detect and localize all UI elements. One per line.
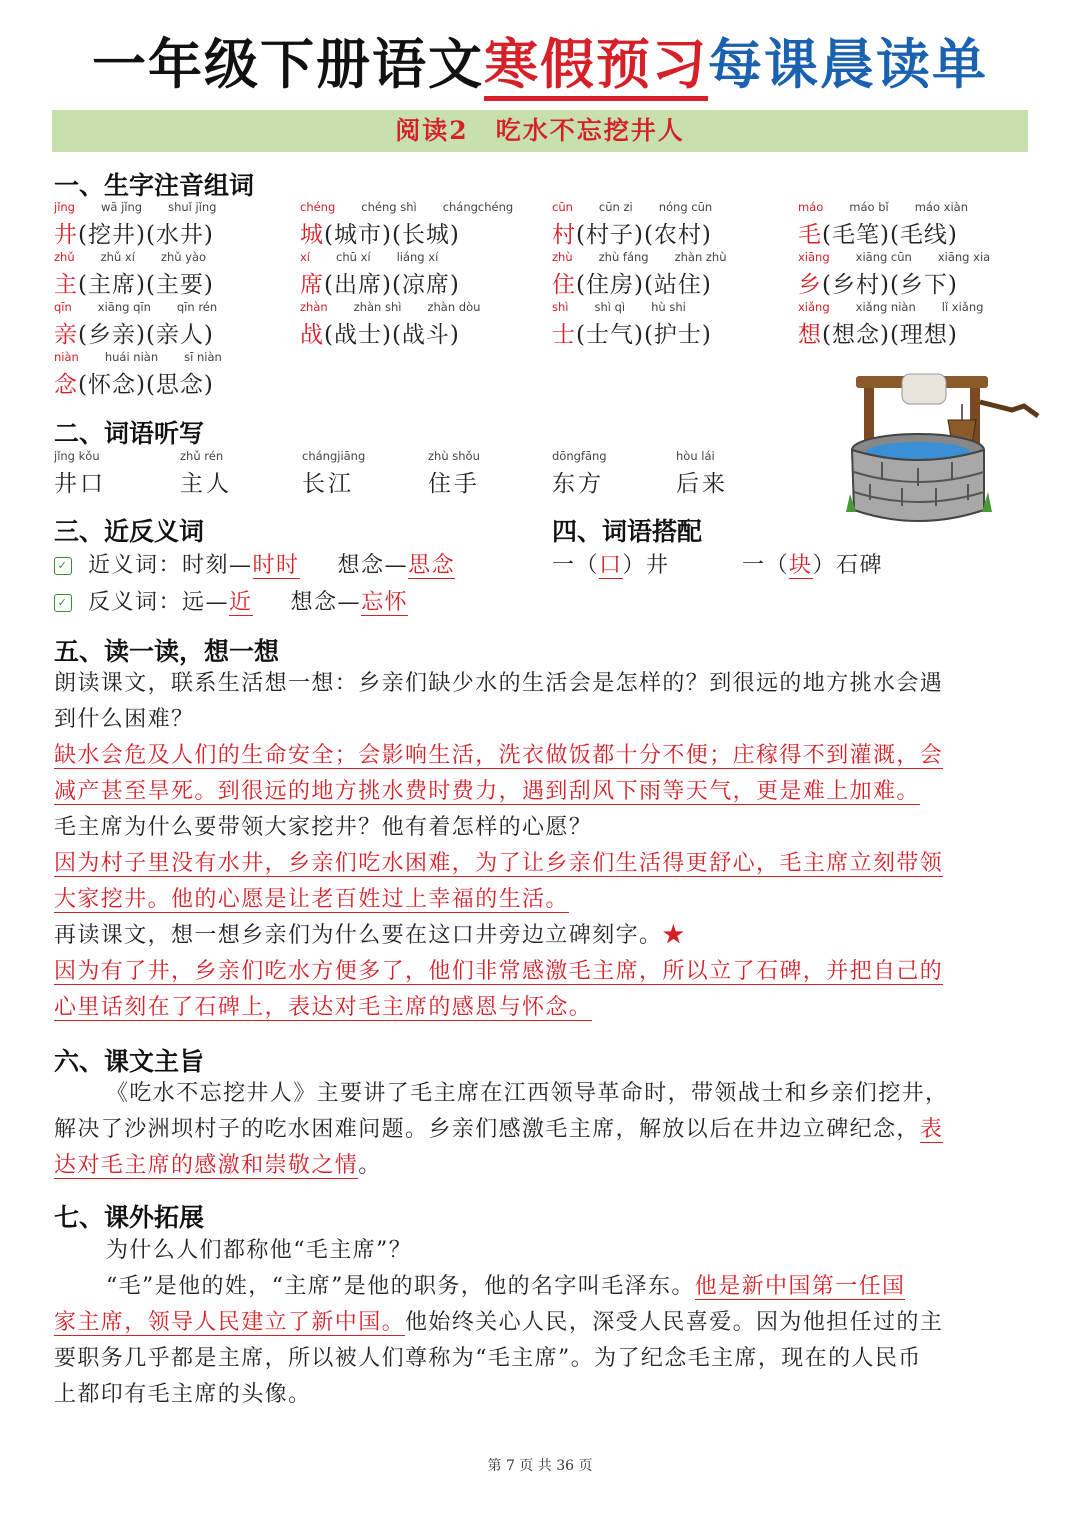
word-pinyin: chángchéng — [442, 200, 514, 214]
collocation-text: 一（ — [742, 553, 790, 578]
collocation-text: ）井 — [622, 553, 670, 578]
synonym-word: 想念— — [337, 553, 409, 578]
char-words — [300, 216, 460, 249]
char-pinyin — [798, 250, 990, 264]
word-pinyin: lǐ xiǎng — [941, 300, 984, 314]
word-pinyin: huái niàn — [104, 350, 159, 364]
char-pinyin-main: zhù — [552, 250, 573, 264]
char-pinyin-main: qīn — [54, 300, 72, 314]
char-word-pair: (村子)(农村) — [576, 222, 712, 248]
target-char: 主 — [54, 272, 78, 298]
char-pinyin — [54, 250, 206, 264]
char-pinyin — [300, 200, 513, 214]
question-text: 再读课文，想一想乡亲们为什么要在这口井旁边立碑刻字。 — [54, 923, 663, 948]
answer-line — [54, 774, 943, 810]
char-pinyin-main: xí — [300, 250, 311, 264]
check-icon: ✓ — [54, 594, 72, 612]
question-line: 毛主席为什么要带领大家挖井？他有着怎样的心愿？ — [54, 815, 593, 840]
word-pinyin: xiāng qīn — [97, 300, 151, 314]
section-heading-1: 一、生字注音组词 — [54, 171, 255, 200]
target-char: 毛 — [798, 222, 822, 248]
char-word-pair: (挖井)(水井) — [78, 222, 214, 248]
word-pinyin: shì qì — [594, 300, 626, 314]
char-pinyin — [54, 300, 217, 314]
synonym-answer: 时时 — [252, 553, 300, 578]
answer-text: 大家挖井。他的心愿是让老百姓过上幸福的生活。 — [54, 887, 569, 912]
dictation-pinyin: hòu lái — [676, 449, 715, 463]
collocation-answer: 块 — [789, 553, 813, 578]
theme-highlight: 表 — [919, 1117, 944, 1142]
dictation-word: 主人 — [180, 471, 232, 497]
char-pinyin-main: xiǎng — [798, 300, 830, 314]
answer-line — [54, 990, 943, 1026]
dictation-word: 东方 — [552, 471, 604, 497]
title-part2: 寒假预习 — [484, 33, 708, 101]
extend-line: 上都印有毛主席的头像。 — [54, 1382, 312, 1407]
char-pinyin-main: zhǔ — [54, 250, 75, 264]
page-title — [0, 22, 1080, 99]
char-word-pair: (城市)(长城) — [324, 222, 460, 248]
section-heading-3: 三、近反义词 — [54, 517, 205, 546]
char-pinyin-main: zhàn — [300, 300, 328, 314]
char-word-pair: (主席)(主要) — [78, 272, 214, 298]
theme-highlight: 达对毛主席的感激和崇敬之情 — [54, 1153, 359, 1178]
target-char: 士 — [552, 322, 576, 348]
antonym-answer: 近 — [229, 590, 253, 615]
char-words — [54, 216, 214, 249]
target-char: 战 — [300, 322, 324, 348]
char-pinyin-main: cūn — [552, 200, 573, 214]
char-words — [552, 216, 712, 249]
dictation-pinyin: zhù shǒu — [428, 449, 480, 463]
char-pinyin-main: jǐng — [54, 200, 75, 214]
dictation-pinyin: dōngfāng — [552, 449, 607, 463]
word-pinyin: zhǔ yào — [160, 250, 207, 264]
word-pinyin: sī niàn — [184, 350, 222, 364]
char-pinyin — [552, 250, 727, 264]
target-char: 亲 — [54, 322, 78, 348]
extend-text: “毛”是他的姓，“主席”是他的职务，他的名字叫毛泽东。 — [106, 1274, 695, 1299]
target-char: 席 — [300, 272, 324, 298]
dictation-word: 后来 — [676, 471, 728, 497]
char-words — [300, 266, 460, 299]
synonym-line — [54, 548, 455, 579]
answer-text: 减产甚至旱死。到很远的地方挑水费时费力，遇到刮风下雨等天气，更是难上加难。 — [54, 779, 920, 804]
word-pinyin: hù shi — [651, 300, 686, 314]
answer-text: 因为有了井，乡亲们吃水方便多了，他们非常感激毛主席，所以立了石碑，并把自己的 — [54, 959, 944, 984]
read-block — [54, 666, 943, 1026]
extend-question: 为什么人们都称他“毛主席”？ — [106, 1238, 413, 1263]
question-line: 到什么困难？ — [54, 707, 195, 732]
word-pinyin: liáng xí — [396, 250, 439, 264]
word-pinyin: zhàn shì — [353, 300, 402, 314]
char-words — [54, 266, 214, 299]
well-illustration — [842, 372, 1046, 528]
char-pinyin — [798, 200, 968, 214]
section-heading-6: 六、课文主旨 — [54, 1047, 205, 1076]
char-pinyin — [300, 300, 480, 314]
char-words — [798, 316, 958, 349]
theme-text: 解决了沙洲坝村子的吃水困难问题。乡亲们感激毛主席，解放以后在井边立碑纪念， — [54, 1117, 920, 1142]
extend-highlight: 家主席，领导人民建立了新中国。 — [54, 1310, 406, 1335]
word-pinyin: xiǎng niàn — [855, 300, 916, 314]
char-pinyin-main: xiāng — [798, 250, 830, 264]
page-number: 第 7 页 共 36 页 — [487, 1458, 593, 1474]
char-words — [552, 316, 712, 349]
dictation-pinyin: jǐng kǒu — [54, 449, 100, 463]
question-line — [54, 918, 943, 954]
word-pinyin: zhù fáng — [598, 250, 649, 264]
char-words — [54, 366, 214, 399]
word-pinyin: shuǐ jǐng — [168, 200, 217, 214]
collocation-1 — [552, 548, 670, 579]
dictation-word: 住手 — [428, 471, 480, 497]
extend-line — [54, 1305, 943, 1341]
section-heading-4: 四、词语搭配 — [552, 517, 703, 546]
char-words — [552, 266, 712, 299]
antonym-label: 反义词： — [88, 590, 183, 615]
antonym-answer: 忘怀 — [361, 590, 409, 615]
dictation-pinyin: chángjiāng — [302, 449, 366, 463]
char-pinyin — [54, 200, 216, 214]
target-char: 乡 — [798, 272, 822, 298]
synonym-label: 近义词： — [88, 553, 183, 578]
answer-text: 心里话刻在了石碑上，表达对毛主席的感恩与怀念。 — [54, 995, 593, 1020]
section-heading-7: 七、课外拓展 — [54, 1203, 205, 1232]
word-pinyin: máo bǐ — [849, 200, 889, 214]
title-part3: 每课晨读单 — [708, 33, 988, 96]
antonym-line — [54, 585, 408, 616]
target-char: 念 — [54, 372, 78, 398]
section-heading-2: 二、词语听写 — [54, 419, 205, 448]
answer-line — [54, 882, 943, 918]
extend-block — [54, 1233, 943, 1413]
char-pinyin-main: shì — [552, 300, 569, 314]
target-char: 村 — [552, 222, 576, 248]
word-pinyin: máo xiàn — [914, 200, 969, 214]
char-pinyin — [300, 250, 438, 264]
char-word-pair: (乡亲)(亲人) — [78, 322, 214, 348]
word-pinyin: zhǔ xí — [100, 250, 135, 264]
check-icon: ✓ — [54, 557, 72, 575]
word-pinyin: xiāng xia — [937, 250, 991, 264]
char-word-pair: (战士)(战斗) — [324, 322, 460, 348]
word-pinyin: zhàn dòu — [427, 300, 481, 314]
word-pinyin: chéng shì — [361, 200, 417, 214]
dictation-pinyin: zhǔ rén — [180, 449, 224, 463]
collocation-text: 一（ — [552, 553, 600, 578]
antonym-word: 想念— — [290, 590, 362, 615]
char-word-pair: (士气)(护士) — [576, 322, 712, 348]
theme-line — [54, 1112, 948, 1148]
extend-highlight: 他是新中国第一任国 — [694, 1274, 906, 1299]
char-pinyin — [552, 300, 686, 314]
char-pinyin — [552, 200, 712, 214]
word-pinyin: wā jǐng — [100, 200, 143, 214]
word-pinyin: zhàn zhù — [674, 250, 727, 264]
target-char: 想 — [798, 322, 822, 348]
question-line: 朗读课文，联系生活想一想：乡亲们缺少水的生活会是怎样的？到很远的地方挑水会遇 — [54, 671, 944, 696]
char-pinyin — [798, 300, 983, 314]
synonym-word: 时刻— — [182, 553, 253, 578]
theme-line: 《吃水不忘挖井人》主要讲了毛主席在江西领导革命时，带领战士和乡亲们挖井， — [106, 1081, 949, 1106]
char-words — [300, 316, 460, 349]
char-pinyin-main: chéng — [300, 200, 336, 214]
target-char: 住 — [552, 272, 576, 298]
answer-line — [54, 846, 943, 882]
char-words — [798, 216, 958, 249]
lesson-banner: 阅读2 吃水不忘挖井人 — [52, 110, 1028, 152]
collocation-text: ）石碑 — [812, 553, 884, 578]
answer-line — [54, 954, 943, 990]
char-pinyin-main: niàn — [54, 350, 79, 364]
theme-text: 。 — [358, 1153, 382, 1178]
word-pinyin: chū xí — [336, 250, 371, 264]
word-pinyin: cūn zi — [598, 200, 633, 214]
dictation-word: 井口 — [54, 471, 106, 497]
synonym-answer: 思念 — [408, 553, 456, 578]
answer-text: 缺水会危及人们的生命安全；会影响生活，洗衣做饭都十分不便；庄稼得不到灌溉，会 — [54, 743, 944, 768]
char-pinyin-main: máo — [798, 200, 824, 214]
extend-line — [54, 1269, 943, 1305]
word-pinyin: nóng cūn — [658, 200, 713, 214]
section-heading-5: 五、读一读，想一想 — [54, 637, 280, 666]
answer-text: 因为村子里没有水井，乡亲们吃水困难，为了让乡亲们生活得更舒心，毛主席立刻带领 — [54, 851, 944, 876]
dictation-word: 长江 — [302, 471, 354, 497]
char-words — [798, 266, 958, 299]
title-part1: 一年级下册语文 — [92, 33, 484, 96]
char-word-pair: (出席)(凉席) — [324, 272, 460, 298]
char-word-pair: (毛笔)(毛线) — [822, 222, 958, 248]
char-word-pair: (住房)(站住) — [576, 272, 712, 298]
char-word-pair: (怀念)(思念) — [78, 372, 214, 398]
char-words — [54, 316, 214, 349]
theme-block — [54, 1076, 948, 1184]
target-char: 井 — [54, 222, 78, 248]
extend-text: 他始终关心人民，深受人民喜爱。因为他担任过的主 — [405, 1310, 944, 1335]
char-pinyin — [54, 350, 222, 364]
collocation-2 — [742, 548, 883, 579]
extend-line: 要职务几乎都是主席，所以被人们尊称为“毛主席”。为了纪念毛主席，现在的人民币 — [54, 1346, 922, 1371]
collocation-answer: 口 — [599, 553, 623, 578]
char-word-pair: (乡村)(乡下) — [822, 272, 958, 298]
target-char: 城 — [300, 222, 324, 248]
word-pinyin: xiāng cūn — [855, 250, 912, 264]
theme-line — [54, 1148, 948, 1184]
answer-line — [54, 738, 943, 774]
star-icon: ★ — [662, 923, 686, 948]
antonym-word: 远— — [182, 590, 230, 615]
word-pinyin: qīn rén — [176, 300, 218, 314]
char-word-pair: (想念)(理想) — [822, 322, 958, 348]
